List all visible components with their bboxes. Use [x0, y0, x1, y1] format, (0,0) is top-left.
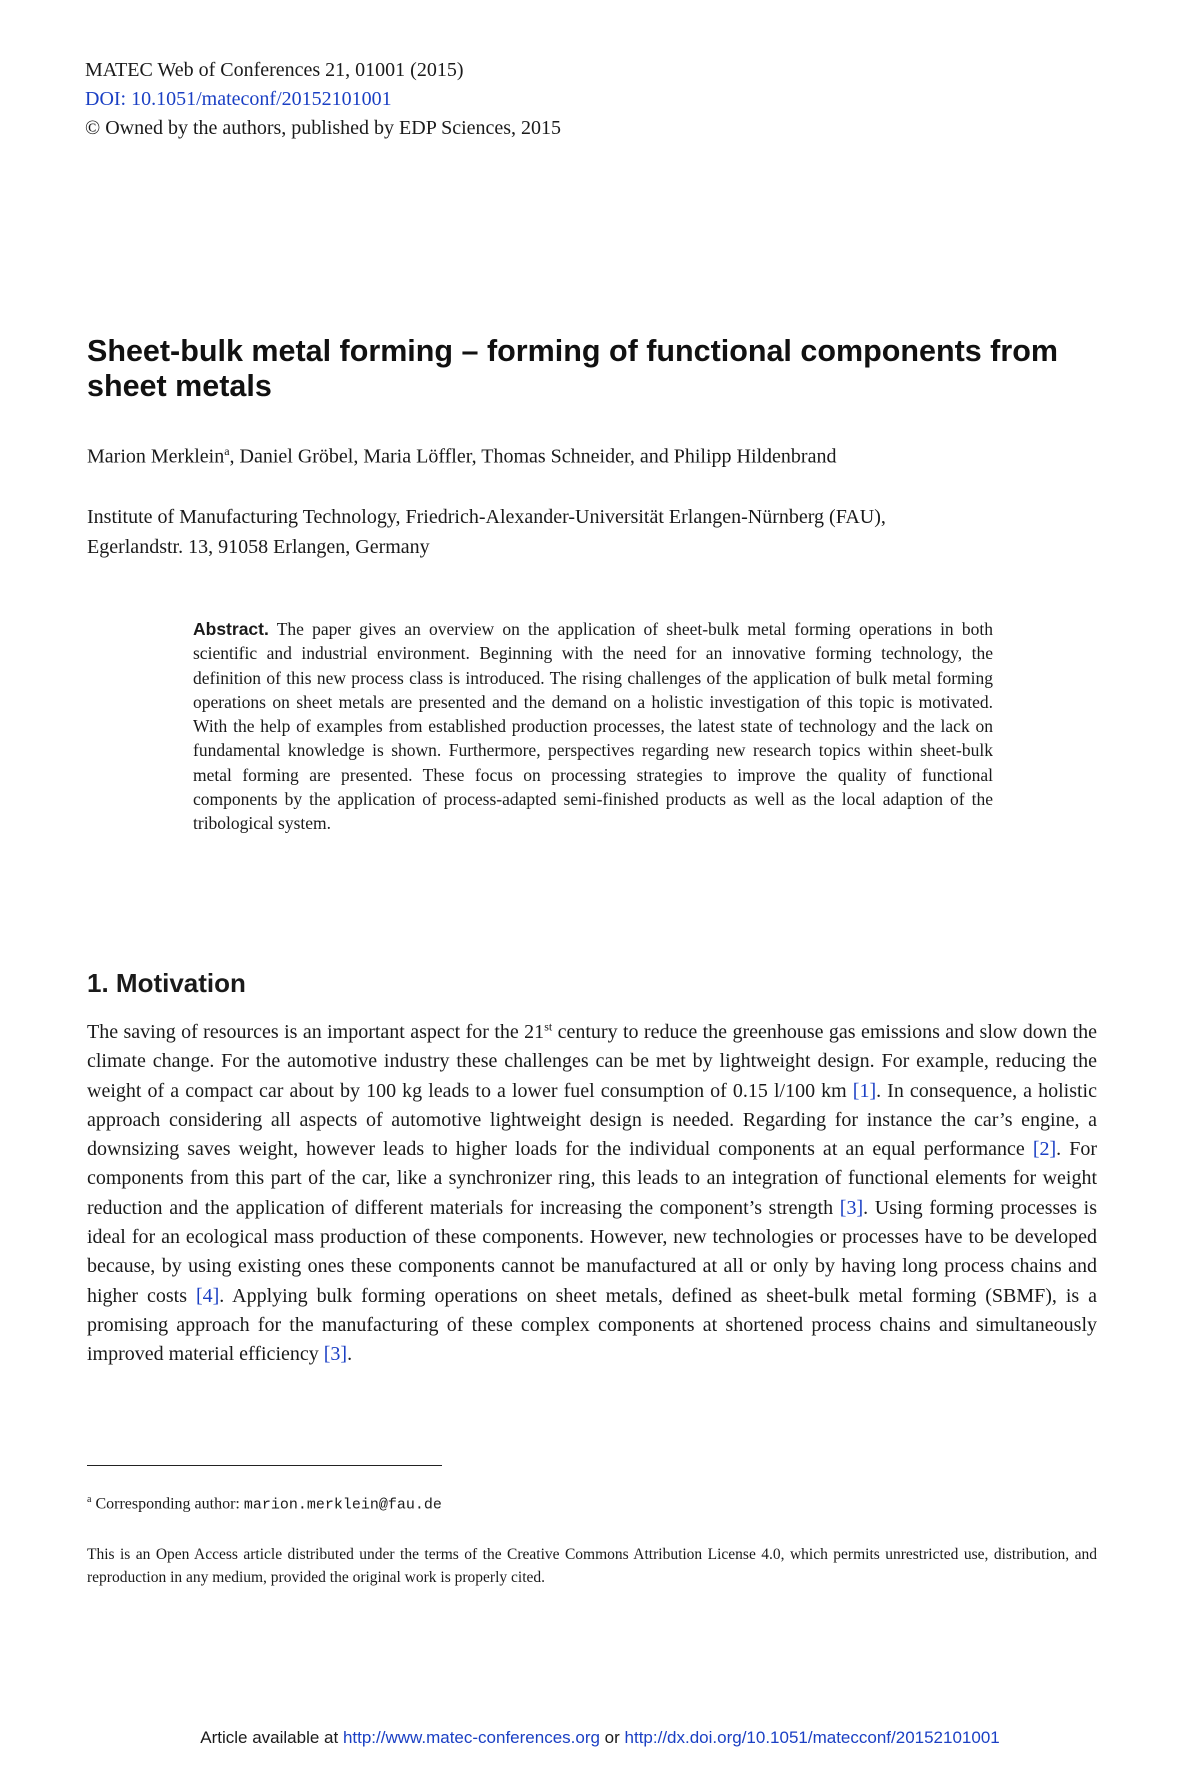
- body-text: The saving of resources is an important aspect for the 21: [87, 1021, 545, 1043]
- open-access-notice: This is an Open Access article distributed under the terms of the Creative Commons Attribution License 4.0, which permits unrestricted use, distribution, and reproduction in any medium, provided the original work is properly cited.: [87, 1546, 1097, 1586]
- affiliation: [87, 502, 1117, 562]
- footnote: [87, 1494, 442, 1513]
- paper-header: [85, 56, 561, 143]
- section-body: [87, 1018, 1097, 1370]
- footer-mid: or: [599, 1728, 625, 1747]
- affiliation-line-1: Institute of Manufacturing Technology, Friedrich-Alexander-Universität Erlangen-Nürnberg (FAU),: [87, 506, 886, 528]
- footer-prefix: Article available at: [200, 1728, 343, 1747]
- footnote-label: Corresponding author:: [95, 1495, 244, 1513]
- citation-link[interactable]: [4]: [195, 1284, 220, 1307]
- abstract-label: Abstract.: [193, 619, 269, 639]
- body-text: .: [347, 1343, 353, 1366]
- citation-link[interactable]: [3]: [839, 1196, 864, 1219]
- body-text: . Using forming processes is ideal for an ecological mass production of these components. However, new technologies or processes have to be developed because, by using existing ones these components cannot be manufactured at all or only by having long process chains and higher costs: [87, 1196, 1097, 1307]
- first-author: Marion Merklein: [87, 445, 225, 468]
- abstract: [193, 617, 993, 836]
- other-authors: , Daniel Gröbel, Maria Löffler, Thomas Schneider, and Philipp Hildenbrand: [229, 445, 837, 468]
- author-mark: a: [224, 444, 230, 458]
- abstract-text: The paper gives an overview on the application of sheet-bulk metal forming operations in both scientific and industrial environment. Beginning with the need for an innovative forming technology, the definition of this new process class is introduced. The rising challenges of the application of bulk metal forming operations on sheet metals are presented and the demand on a holistic investigation of this topic is motivated. With the help of examples from established production processes, the latest state of technology and the lack on fundamental knowledge is shown. Furthermore, perspectives regarding new research topics within sheet-bulk metal forming are presented. These focus on processing strategies to improve the quality of functional components by the application of process-adapted semi-finished products as well as the local adaption of the tribological system.: [193, 619, 993, 834]
- footnote-divider: [87, 1465, 442, 1466]
- doi-link[interactable]: DOI: 10.1051/mateconf/20152101001: [85, 88, 392, 110]
- copyright-line: © Owned by the authors, published by EDP Sciences, 2015: [85, 117, 562, 139]
- body-text: . Applying bulk forming operations on sheet metals, defined as sheet-bulk metal forming (SBMF), is a promising approach for the manufacturing of these complex components at shortened process chains and simultaneously improved material efficiency: [87, 1284, 1098, 1366]
- article-doi-link[interactable]: http://dx.doi.org/10.1051/matecconf/20152101001: [624, 1728, 1000, 1747]
- author-list: [87, 444, 836, 469]
- body-text: century to reduce the greenhouse gas emissions and slow down the climate change. For the automotive industry these challenges can be met by lightweight design. For example, reducing the weight of a compact car about by 100 kg leads to a lower fuel consumption of 0.15 l/100 km: [87, 1021, 1098, 1102]
- body-text: . In consequence, a holistic approach considering all aspects of automotive lightweight design is needed. Regarding for instance the car’s engine, a downsizing saves weight, however leads to higher loads for the individual components at an equal performance: [87, 1079, 1097, 1161]
- author-email[interactable]: marion.merklein@fau.de: [243, 1496, 442, 1514]
- citation-link[interactable]: [3]: [323, 1343, 348, 1366]
- affiliation-line-2: Egerlandstr. 13, 91058 Erlangen, Germany: [87, 536, 430, 558]
- citation-link[interactable]: [2]: [1032, 1138, 1057, 1161]
- section-heading: 1. Motivation: [87, 968, 246, 998]
- paper-title: Sheet-bulk metal forming – forming of functional components from sheet metals: [87, 334, 1058, 403]
- body-text: . For components from this part of the car, like a synchronizer ring, this leads to an integration of functional elements for weight reduction and the application of different materials for increasing the component’s strength: [87, 1138, 1097, 1219]
- footnote-mark: a: [87, 1494, 92, 1505]
- ordinal-suffix: st: [544, 1019, 553, 1034]
- page-footer: [0, 1728, 1200, 1748]
- journal-site-link[interactable]: http://www.matec-conferences.org: [342, 1728, 600, 1747]
- journal-line: MATEC Web of Conferences 21, 01001 (2015): [85, 59, 464, 81]
- citation-link[interactable]: [1]: [852, 1079, 877, 1102]
